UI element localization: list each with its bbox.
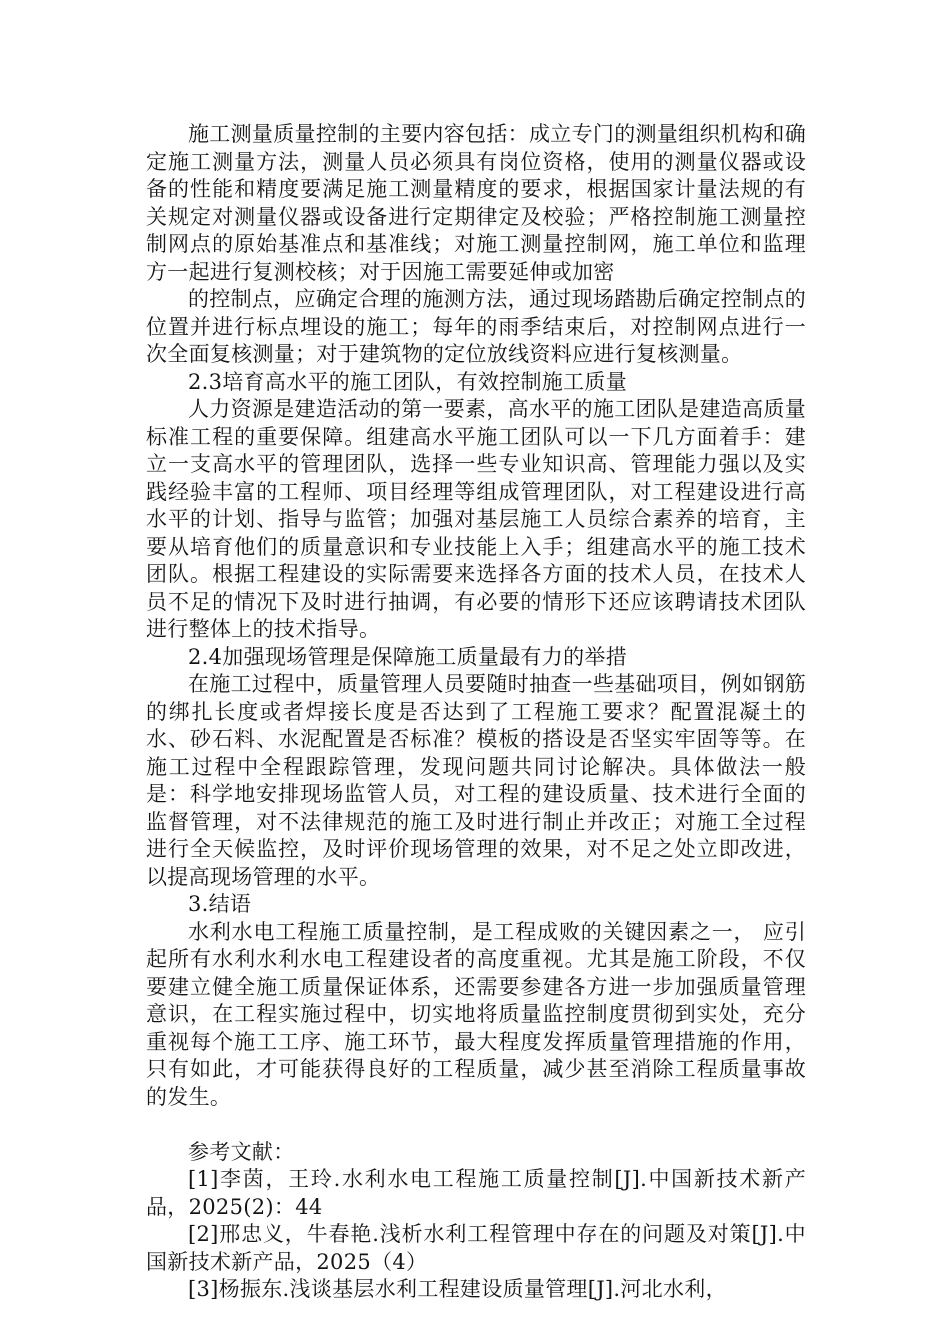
paragraph-control-points: 的控制点，应确定合理的施测方法，通过现场踏勘后确定控制点的位置并进行标点埋设的施工；每年的雨季结束后，对控制网点进行一次全面复核测量；对于建筑物的定位放线资料应进行复核测量。	[146, 287, 806, 366]
paragraph-construction-team: 人力资源是建造活动的第一要素，高水平的施工团队是建造高质量标准工程的重要保障。组建高水平施工团队可以一下几方面着手：建立一支高水平的管理团队，选择一些专业知识高、管理能力强以及实践经验丰富的工程师、项目经理等组成管理团队，对工程建设进行高水平的计划、指导与监管；加强对基层施工人员综合素养的培育，主要从培育他们的质量意识和专业技能上入手；组建高水平的施工技术团队。根据工程建设的实际需要来选择各方面的技术人员，在技术人员不足的情况下及时进行抽调，有必要的情形下还应该聘请技术团队进行整体上的技术指导。	[146, 397, 806, 641]
paragraph-conclusion: 水利水电工程施工质量控制，是工程成败的关键因素之一， 应引起所有水利水利水电工程建设者的高度重视。尤其是施工阶段，不仅要建立健全施工质量保证体系，还需要参建各方进一步加强质量管理意识，在工程实施过程中，切实地将质量监控制度贯彻到实处，充分重视每个施工工序、施工环节，最大程度发挥质量管理措施的作用，只有如此，才可能获得良好的工程质量，减少甚至消除工程质量事故的发生。	[146, 919, 806, 1109]
paragraph-survey-quality: 施工测量质量控制的主要内容包括：成立专门的测量组织机构和确定施工测量方法，测量人员必须具有岗位资格，使用的测量仪器或设备的性能和精度要满足施工测量精度的要求，根据国家计量法规的有关规定对测量仪器或设备进行定期律定及校验；严格控制施工测量控制网点的原始基准点和基准线；对施工测量控制网，施工单位和监理方一起进行复测校核；对于因施工需要延伸或加密	[146, 122, 806, 284]
reference-item-3: [3]杨振东.浅谈基层水利工程建设质量管理[J].河北水利，	[188, 1277, 727, 1301]
reference-item-2: [2]邢忠义，牛春艳.浅析水利工程管理中存在的问题及对策[J].中国新技术新产品，2025（4）	[146, 1222, 806, 1274]
document-page	[146, 121, 806, 1304]
paragraph-site-management: 在施工过程中，质量管理人员要随时抽查一些基础项目，例如钢筋的绑扎长度或者焊接长度是否达到了工程施工要求？配置混凝土的水、砂石料、水泥配置是否标准？模板的搭设是否坚实牢固等等。在施工过程中全程跟踪管理，发现问题共同讨论解决。具体做法一般是：科学地安排现场监管人员，对工程的建设质量、技术进行全面的监督管理，对不法律规范的施工及时进行制止并改正；对施工全过程进行全天候监控，及时评价现场管理的效果，对不足之处立即改进，以提高现场管理的水平。	[146, 672, 806, 889]
section-heading-3: 3.结语	[188, 892, 252, 916]
section-heading-2-3: 2.3培育高水平的施工团队，有效控制施工质量	[188, 369, 627, 394]
reference-item-1: [1]李茵，王玲.水利水电工程施工质量控制[J].中国新技术新产品，2025(2)：44	[146, 1167, 806, 1219]
section-heading-2-4: 2.4加强现场管理是保障施工质量最有力的举措	[188, 644, 627, 669]
references-title: 参考文献：	[188, 1139, 295, 1164]
